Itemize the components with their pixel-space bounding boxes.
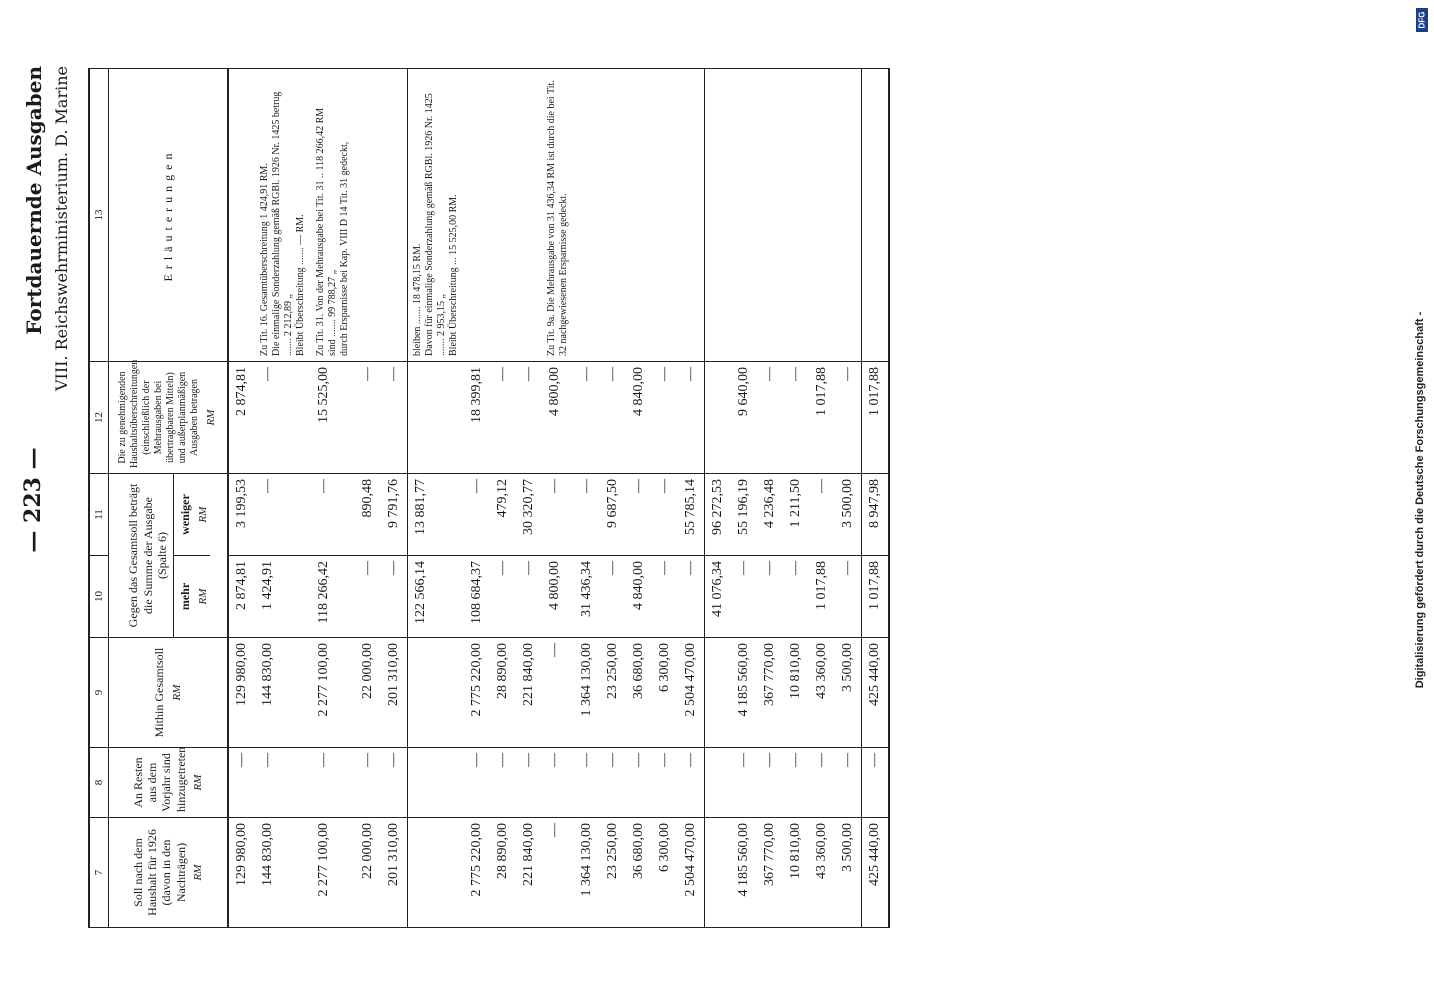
- cell-mehr: 41 076,34: [705, 556, 732, 638]
- cell-mehr: 31 436,34: [574, 556, 600, 638]
- cell-erlaeuterung: [490, 69, 516, 362]
- cell-reste: —: [490, 748, 516, 818]
- cell-gesamt: 6 300,00: [652, 638, 678, 748]
- cell-reste: —: [464, 748, 490, 818]
- cell-reste: —: [626, 748, 652, 818]
- cell-ueber: —: [574, 362, 600, 474]
- table-row: [731, 69, 757, 928]
- cell-reste: —: [600, 748, 626, 818]
- cell-ueber: 1 017,88: [809, 362, 835, 474]
- cell-reste: —: [355, 748, 381, 818]
- cell-erlaeuterung: [862, 69, 890, 362]
- column-number-row: [89, 69, 109, 928]
- cell-weniger: 890,48: [355, 474, 381, 556]
- cell-ueber: —: [652, 362, 678, 474]
- cell-mehr: 1 017,88: [809, 556, 835, 638]
- cell-mehr: 118 266,42: [311, 556, 355, 638]
- cell-gesamt: 2 277 100,00: [311, 638, 355, 748]
- cell-ueber: —: [757, 362, 783, 474]
- cell-soll: 129 980,00: [228, 818, 255, 928]
- header-ueberschreitungen-label: Die zu genehmigenden Haushaltsüberschreitungen (einschließlich der Mehrausgaben bei übertragbaren Mitteln) und außerplanmäßigen Ausgaben betragen: [117, 359, 201, 468]
- table-row: [355, 69, 381, 928]
- cell-weniger: —: [574, 474, 600, 556]
- cell-mehr: —: [835, 556, 862, 638]
- cell-gesamt: 2 504 470,00: [678, 638, 705, 748]
- header-weniger: [174, 474, 210, 555]
- cell-erlaeuterung: [731, 69, 757, 362]
- header-mehr: [174, 555, 210, 637]
- cell-soll: 6 300,00: [652, 818, 678, 928]
- cell-erlaeuterung: [228, 69, 255, 362]
- cell-erlaeuterung: Zu Tit. 9a. Die Mehrausgabe von 31 436,34 RM ist durch die bei Tit. 32 nachgewiesenen Ersparnisse gedeckt.: [542, 69, 574, 362]
- cell-weniger: 3 500,00: [835, 474, 862, 556]
- cell-erlaeuterung: [835, 69, 862, 362]
- cell-erlaeuterung: bleiben ....... 18 478,15 RM. Davon für einmalige Sonderzahlung gemäß RGBl. 1926 Nr. 1425 ....... 2 953,15 „ Bleibt Überschreitung ... 15 525,00 RM.: [408, 69, 465, 362]
- unit-label: RM: [192, 864, 205, 881]
- cell-mehr: 1 424,91: [255, 556, 311, 638]
- cell-weniger: —: [652, 474, 678, 556]
- cell-reste: —: [835, 748, 862, 818]
- header-mehr-label: mehr: [178, 582, 193, 611]
- cell-gesamt: 1 364 130,00: [574, 638, 600, 748]
- cell-erlaeuterung: [516, 69, 542, 362]
- cell-reste: —: [862, 748, 890, 818]
- cell-weniger: 96 272,53: [705, 474, 732, 556]
- cell-mehr: —: [757, 556, 783, 638]
- cell-mehr: —: [731, 556, 757, 638]
- cell-mehr: 4 800,00: [542, 556, 574, 638]
- cell-gesamt: 221 840,00: [516, 638, 542, 748]
- cell-gesamt: [705, 638, 732, 748]
- column-number: 10: [89, 556, 109, 638]
- cell-erlaeuterung: [464, 69, 490, 362]
- cell-erlaeuterung: [626, 69, 652, 362]
- cell-erlaeuterung: Zu Tit. 16. Gesamtüberschreitung 1 424,91 RM. Die einmalige Sonderzahlung gemäß RGBl. 1926 Nr. 1425 betrug ....... 2 212,89 „ Bleibt Überschreitung ....... — RM.: [255, 69, 311, 362]
- table-row: [835, 69, 862, 928]
- cell-soll: 3 500,00: [835, 818, 862, 928]
- page-subtitle: VIII. Reichswehrministerium. D. Marine: [52, 66, 71, 392]
- cell-reste: —: [574, 748, 600, 818]
- digitization-note: [1412, 30, 1428, 970]
- table-row: [600, 69, 626, 928]
- cell-ueber: 4 800,00: [542, 362, 574, 474]
- table-row: [542, 69, 574, 928]
- cell-soll: 10 810,00: [783, 818, 809, 928]
- header-reste: [109, 748, 229, 818]
- cell-ueber: [408, 362, 465, 474]
- table-row: [228, 69, 255, 928]
- cell-reste: —: [783, 748, 809, 818]
- cell-reste: —: [731, 748, 757, 818]
- cell-ueber: 1 017,88: [862, 362, 890, 474]
- cell-erlaeuterung: [600, 69, 626, 362]
- cell-mehr: —: [490, 556, 516, 638]
- table-row: [574, 69, 600, 928]
- header-ueberschreitungen: [109, 359, 229, 474]
- table-row: [678, 69, 705, 928]
- cell-reste: —: [228, 748, 255, 818]
- cell-mehr: 4 840,00: [626, 556, 652, 638]
- table-row: [626, 69, 652, 928]
- table-row: [757, 69, 783, 928]
- cell-weniger: —: [464, 474, 490, 556]
- cell-weniger: 13 881,77: [408, 474, 465, 556]
- header-weniger-label: weniger: [178, 494, 193, 535]
- cell-gesamt: 425 440,00: [862, 638, 890, 748]
- cell-ueber: 15 525,00: [311, 362, 355, 474]
- cell-gesamt: [408, 638, 465, 748]
- cell-weniger: 55 196,19: [731, 474, 757, 556]
- column-number: 8: [89, 748, 109, 818]
- page-title: Fortdauernde Ausgaben: [22, 66, 46, 335]
- cell-mehr: —: [783, 556, 809, 638]
- cell-weniger: 3 199,53: [228, 474, 255, 556]
- cell-ueber: —: [783, 362, 809, 474]
- cell-ueber: 4 840,00: [626, 362, 652, 474]
- cell-mehr: —: [516, 556, 542, 638]
- table-body: [228, 69, 889, 928]
- cell-weniger: 8 947,98: [862, 474, 890, 556]
- cell-erlaeuterung: [355, 69, 381, 362]
- cell-erlaeuterung: Zu Tit. 31. Von der Mehrausgabe bei Tit. 31 .. 118 266,42 RM sind ....... 99 788,27 „ durch Ersparnisse bei Kap. VIII D 14 Tit. 31 gedeckt,: [311, 69, 355, 362]
- cell-weniger: 479,12: [490, 474, 516, 556]
- table-row: [809, 69, 835, 928]
- cell-mehr: 108 684,37: [464, 556, 490, 638]
- column-number: 11: [89, 474, 109, 556]
- cell-gesamt: 3 500,00: [835, 638, 862, 748]
- cell-ueber: 18 399,81: [464, 362, 490, 474]
- cell-gesamt: 28 890,00: [490, 638, 516, 748]
- cell-weniger: 30 320,77: [516, 474, 542, 556]
- cell-erlaeuterung: [757, 69, 783, 362]
- cell-weniger: —: [626, 474, 652, 556]
- unit-label: RM: [196, 506, 209, 523]
- cell-ueber: —: [381, 362, 408, 474]
- column-number: 13: [89, 69, 109, 362]
- cell-gesamt: 4 185 560,00: [731, 638, 757, 748]
- cell-gesamt: 23 250,00: [600, 638, 626, 748]
- cell-soll: 367 770,00: [757, 818, 783, 928]
- cell-mehr: 1 017,88: [862, 556, 890, 638]
- cell-weniger: 4 236,48: [757, 474, 783, 556]
- cell-soll: 43 360,00: [809, 818, 835, 928]
- cell-gesamt: 36 680,00: [626, 638, 652, 748]
- cell-weniger: 9 791,76: [381, 474, 408, 556]
- cell-erlaeuterung: [783, 69, 809, 362]
- unit-label: RM: [170, 684, 183, 701]
- table-row: [862, 69, 890, 928]
- digitization-note-text: Digitalisierung gefördert durch die Deutsche Forschungsgemeinschaft -: [1414, 311, 1426, 689]
- budget-table: [88, 68, 890, 928]
- header-gegen: [109, 474, 229, 638]
- header-gegen-split: [173, 474, 210, 637]
- header-gegen-label: Gegen das Gesamtsoll beträgt die Summe der Ausgabe (Spalte 6): [126, 483, 169, 628]
- table-row: [783, 69, 809, 928]
- cell-gesamt: 129 980,00: [228, 638, 255, 748]
- cell-erlaeuterung: [705, 69, 732, 362]
- cell-weniger: —: [809, 474, 835, 556]
- header-gesamtsoll-label: Mithin Gesamtsoll: [152, 647, 167, 738]
- cell-weniger: —: [255, 474, 311, 556]
- table-row: [255, 69, 311, 928]
- cell-mehr: —: [600, 556, 626, 638]
- cell-gesamt: 43 360,00: [809, 638, 835, 748]
- cell-soll: 1 364 130,00: [574, 818, 600, 928]
- unit-label: RM: [192, 774, 205, 791]
- table-row: [490, 69, 516, 928]
- cell-soll: [408, 818, 465, 928]
- cell-weniger: 9 687,50: [600, 474, 626, 556]
- cell-weniger: —: [542, 474, 574, 556]
- cell-soll: 36 680,00: [626, 818, 652, 928]
- cell-reste: —: [311, 748, 355, 818]
- cell-mehr: —: [381, 556, 408, 638]
- column-number: 9: [89, 638, 109, 748]
- cell-gesamt: 367 770,00: [757, 638, 783, 748]
- cell-soll: 425 440,00: [862, 818, 890, 928]
- cell-reste: [705, 748, 732, 818]
- header-erlaeuterungen: Erläuterungen: [109, 69, 229, 362]
- cell-ueber: —: [600, 362, 626, 474]
- table-row: [652, 69, 678, 928]
- cell-weniger: 55 785,14: [678, 474, 705, 556]
- column-header-row: [109, 69, 229, 928]
- table-row: [516, 69, 542, 928]
- cell-weniger: —: [311, 474, 355, 556]
- cell-reste: —: [809, 748, 835, 818]
- table-row: [464, 69, 490, 928]
- table-row: [408, 69, 465, 928]
- cell-gesamt: 2 775 220,00: [464, 638, 490, 748]
- cell-reste: [408, 748, 465, 818]
- cell-soll: 22 000,00: [355, 818, 381, 928]
- cell-soll: 2 775 220,00: [464, 818, 490, 928]
- cell-reste: —: [381, 748, 408, 818]
- cell-reste: —: [516, 748, 542, 818]
- cell-erlaeuterung: [678, 69, 705, 362]
- column-number: 12: [89, 362, 109, 474]
- cell-ueber: —: [835, 362, 862, 474]
- header-soll-label: Soll nach dem Haushalt für 1926 (davon in den Nachträgen): [130, 829, 188, 916]
- unit-label: RM: [205, 409, 218, 426]
- cell-gesamt: 201 310,00: [381, 638, 408, 748]
- cell-erlaeuterung: [809, 69, 835, 362]
- cell-weniger: 1 211,50: [783, 474, 809, 556]
- table-row: [705, 69, 732, 928]
- cell-reste: —: [678, 748, 705, 818]
- dfg-logo: [1416, 8, 1428, 32]
- cell-soll: 2 504 470,00: [678, 818, 705, 928]
- dfg-logo-text: DFG: [1417, 11, 1427, 29]
- cell-mehr: 2 874,81: [228, 556, 255, 638]
- cell-soll: 4 185 560,00: [731, 818, 757, 928]
- cell-mehr: —: [678, 556, 705, 638]
- cell-mehr: 122 566,14: [408, 556, 465, 638]
- header-soll: [109, 818, 229, 928]
- cell-ueber: —: [355, 362, 381, 474]
- cell-ueber: 2 874,81: [228, 362, 255, 474]
- cell-reste: —: [652, 748, 678, 818]
- cell-mehr: —: [355, 556, 381, 638]
- cell-ueber: —: [255, 362, 311, 474]
- cell-erlaeuterung: [574, 69, 600, 362]
- cell-soll: 221 840,00: [516, 818, 542, 928]
- cell-ueber: [705, 362, 732, 474]
- cell-soll: [705, 818, 732, 928]
- cell-reste: —: [255, 748, 311, 818]
- cell-reste: —: [542, 748, 574, 818]
- cell-ueber: —: [678, 362, 705, 474]
- cell-ueber: —: [490, 362, 516, 474]
- cell-ueber: —: [516, 362, 542, 474]
- cell-gesamt: 22 000,00: [355, 638, 381, 748]
- table-row: [311, 69, 355, 928]
- table-row: [381, 69, 408, 928]
- unit-label: RM: [196, 588, 209, 605]
- column-number: 7: [89, 818, 109, 928]
- cell-soll: 201 310,00: [381, 818, 408, 928]
- cell-erlaeuterung: [652, 69, 678, 362]
- cell-reste: —: [757, 748, 783, 818]
- cell-mehr: —: [652, 556, 678, 638]
- cell-gesamt: —: [542, 638, 574, 748]
- cell-ueber: 9 640,00: [731, 362, 757, 474]
- cell-soll: 23 250,00: [600, 818, 626, 928]
- cell-erlaeuterung: [381, 69, 408, 362]
- header-reste-label: An Resten aus dem Vorjahr sind hinzugetreten: [130, 746, 188, 812]
- cell-gesamt: 144 830,00: [255, 638, 311, 748]
- cell-soll: 2 277 100,00: [311, 818, 355, 928]
- cell-soll: 28 890,00: [490, 818, 516, 928]
- cell-soll: —: [542, 818, 574, 928]
- cell-soll: 144 830,00: [255, 818, 311, 928]
- page-number: — 223 —: [20, 447, 46, 553]
- cell-gesamt: 10 810,00: [783, 638, 809, 748]
- header-gesamtsoll: [109, 638, 229, 748]
